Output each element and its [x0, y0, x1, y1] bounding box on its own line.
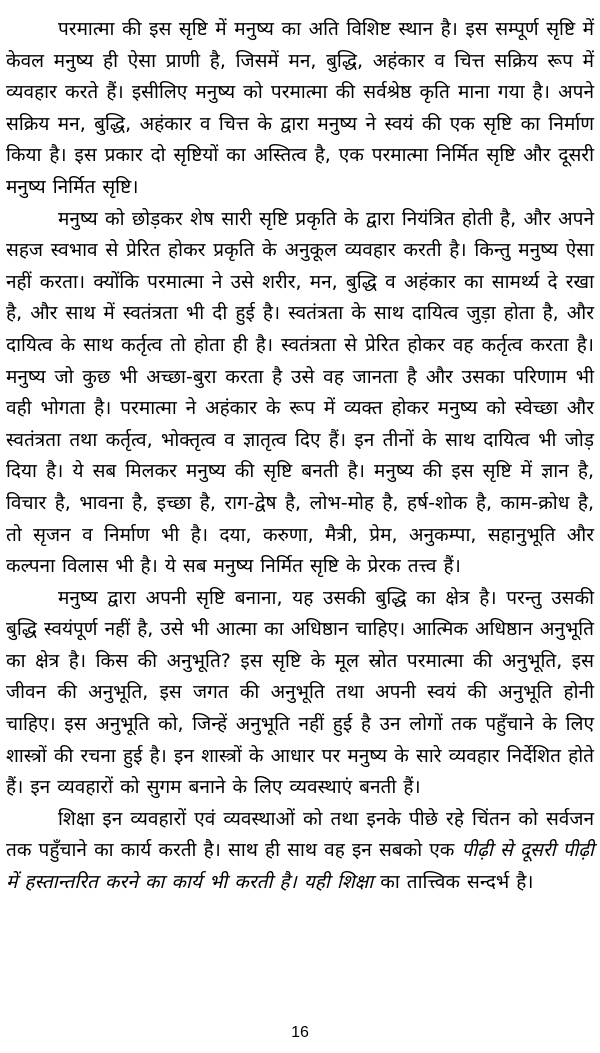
paragraph-4-regular-text: शिक्षा इन व्यवहारों एवं व्यवस्थाओं को तथा इनके पीछे रहे चिंतन को सर्वजन तक पहुँचाने का कार्य करती है। साथ ही साथ वह इन सबको एक	[6, 807, 594, 862]
paragraph-3: मनुष्य द्वारा अपनी सृष्टि बनाना, यह उसकी बुद्धि का क्षेत्र है। परन्तु उसकी बुद्धि स्वयंपूर्ण नहीं है, उसे भी आत्मा का अधिष्ठान चाहिए। आत्मिक अधिष्ठान अनुभूति का क्षेत्र है। किस की अनुभूति? इस सृष्टि के मूल स्रोत परमात्मा की अनुभूति, इस जीवन की अनुभूति, इस जगत की अनुभूति तथा अपनी स्वयं की अनुभूति होनी चाहिए। इस अनुभूति को, जिन्हें अनुभूति नहीं हुई है उन लोगों तक पहुँचाने के लिए शास्त्रों की रचना हुई है। इन शास्त्रों के आधार पर मनुष्य के सारे व्यवहार निर्देशित होते हैं। इन व्यवहारों को सुगम बनाने के लिए व्यवस्थाएं बनती हैं।	[6, 586, 594, 799]
paragraph-4	[6, 804, 594, 899]
page-body	[6, 14, 594, 899]
paragraph-1: परमात्मा की इस सृष्टि में मनुष्य का अति विशिष्ट स्थान है। इस सम्पूर्ण सृष्टि में केवल मनुष्य ही ऐसा प्राणी है, जिसमें मन, बुद्धि, अहंकार व चित्त सक्रिय रूप में व्यवहार करते हैं। इसीलिए मनुष्य को परमात्मा की सर्वश्रेष्ठ कृति माना गया है। अपने सक्रिय मन, बुद्धि, अहंकार व चित्त के द्वारा मनुष्य ने स्वयं की एक सृष्टि का निर्माण किया है। इस प्रकार दो सृष्टियों का अस्तित्व है, एक परमात्मा निर्मित सृष्टि और दूसरी मनुष्य निर्मित सृष्टि।	[6, 18, 594, 198]
paragraph-4-italic-text: पीढ़ी से दूसरी पीढ़ी में हस्तान्तरित करने का कार्य भी करती है। यही शिक्षा	[6, 839, 594, 894]
page-number: 16	[291, 1024, 309, 1041]
paragraph-2: मनुष्य को छोड़कर शेष सारी सृष्टि प्रकृति के द्वारा नियंत्रित होती है, और अपने सहज स्वभाव से प्रेरित होकर प्रकृति के अनुकूल व्यवहार करती है। किन्तु मनुष्य ऐसा नहीं करता। क्योंकि परमात्मा ने उसे शरीर, मन, बुद्धि व अहंकार का सामर्थ्य दे रखा है, और साथ में स्वतंत्रता भी दी हुई है। स्वतंत्रता के साथ दायित्व जुड़ा होता है, और दायित्व के साथ कर्तृत्व तो होता ही है। स्वतंत्रता से प्रेरित होकर वह कर्तृत्व करता है। मनुष्य जो कुछ भी अच्छा-बुरा करता है उसे वह जानता है और उसका परिणाम भी वही भोगता है। परमात्मा ने अहंकार के रूप में व्यक्त होकर मनुष्य को स्वेच्छा और स्वतंत्रता तथा कर्तृत्व, भोक्तृत्व व ज्ञातृत्व दिए हैं। इन तीनों के साथ दायित्व भी जोड़ दिया है। ये सब मिलकर मनुष्य की सृष्टि बनती है। मनुष्य की इस सृष्टि में ज्ञान है, विचार है, भावना है, इच्छा है, राग-द्वेष है, लोभ-मोह है, हर्ष-शोक है, काम-क्रोध है, तो सृजन व निर्माण भी है। दया, करुणा, मैत्री, प्रेम, अनुकम्पा, सहानुभूति और कल्पना विलास भी है। ये सब मनुष्य निर्मित सृष्टि के प्रेरक तत्त्व हैं।	[6, 207, 594, 578]
paragraph-4-closing-text: का तात्त्विक सन्दर्भ है।	[373, 871, 534, 894]
